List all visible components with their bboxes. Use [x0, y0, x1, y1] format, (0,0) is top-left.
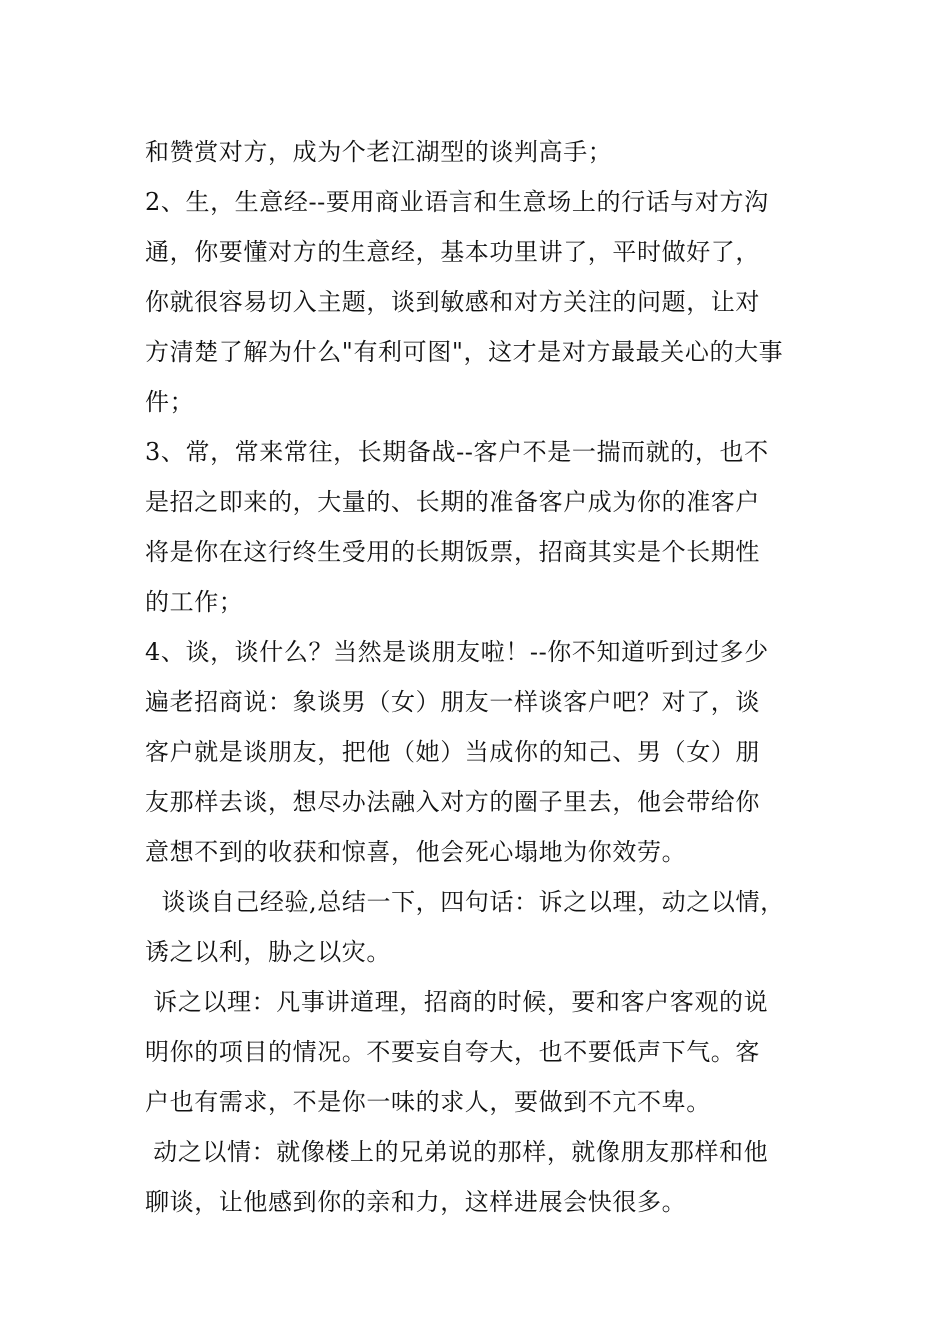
- text-line: 客户就是谈朋友，把他（她）当成你的知己、男（女）朋: [145, 738, 760, 766]
- text-line: 将是你在这行终生受用的长期饭票，招商其实是个长期性: [145, 538, 760, 566]
- text-line: 谈谈自己经验,总结一下，四句话：诉之以理，动之以情，: [145, 888, 785, 916]
- text-line: 遍老招商说：象谈男（女）朋友一样谈客户吧？对了，谈: [145, 688, 760, 716]
- text-line: 聊谈，让他感到你的亲和力，这样进展会快很多。: [145, 1188, 687, 1216]
- text-line: 4、谈，谈什么？当然是谈朋友啦！--你不知道听到过多少: [145, 638, 769, 666]
- text-line: 方清楚了解为什么"有利可图"，这才是对方最最关心的大事: [145, 338, 784, 366]
- text-line: 你就很容易切入主题，谈到敏感和对方关注的问题，让对: [145, 288, 760, 316]
- text-line: 2、生，生意经--要用商业语言和生意场上的行话与对方沟: [145, 188, 769, 216]
- text-line: 友那样去谈，想尽办法融入对方的圈子里去，他会带给你: [145, 788, 760, 816]
- text-line: 诱之以利，胁之以灾。: [145, 938, 391, 966]
- text-line: 是招之即来的，大量的、长期的准备客户成为你的准客户: [145, 488, 760, 516]
- text-line: 明你的项目的情况。不要妄自夸大，也不要低声下气。客: [145, 1038, 760, 1066]
- text-line: 户也有需求，不是你一味的求人，要做到不亢不卑。: [145, 1088, 711, 1116]
- text-line: 件；: [145, 388, 195, 416]
- text-line: 的工作；: [145, 588, 244, 616]
- text-line: 和赞赏对方，成为个老江湖型的谈判高手；: [145, 138, 613, 166]
- text-line: 意想不到的收获和惊喜，他会死心塌地为你效劳。: [145, 838, 687, 866]
- text-line: 通，你要懂对方的生意经，基本功里讲了，平时做好了，: [145, 238, 760, 266]
- text-line: 诉之以理：凡事讲道理，招商的时候，要和客户客观的说: [145, 988, 769, 1016]
- text-line: 3、常，常来常往，长期备战--客户不是一揣而就的，也不: [145, 438, 769, 466]
- text-line: 动之以情：就像楼上的兄弟说的那样，就像朋友那样和他: [145, 1138, 769, 1166]
